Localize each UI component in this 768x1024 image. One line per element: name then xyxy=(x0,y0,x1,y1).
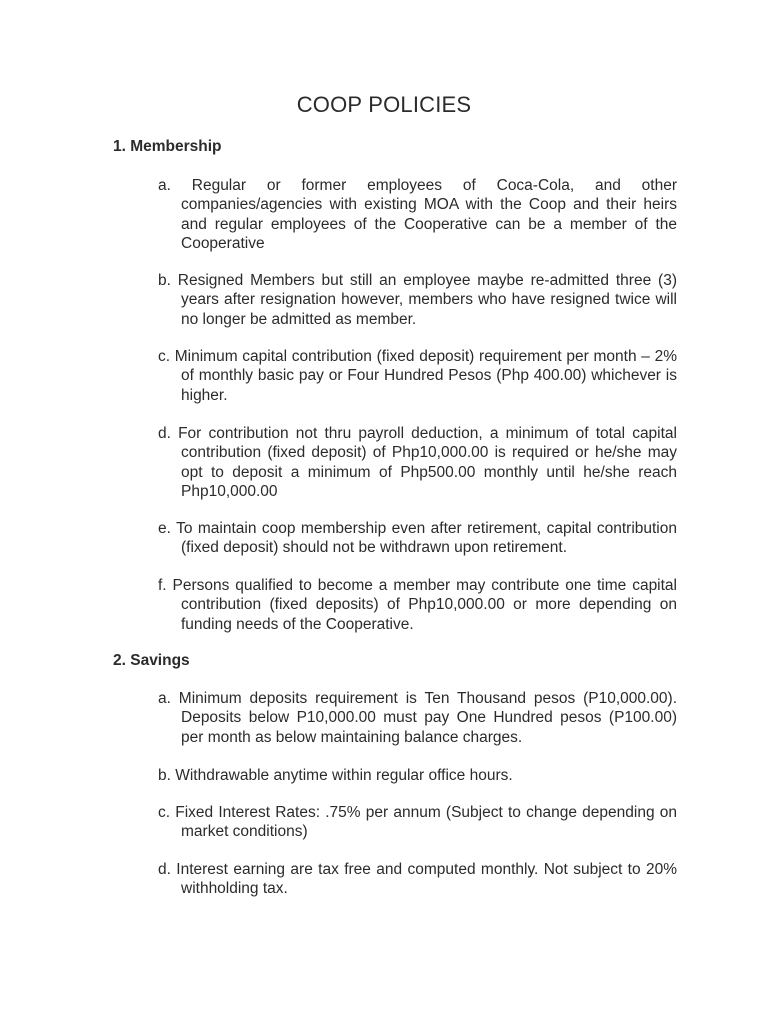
membership-item-f: f. Persons qualified to become a member may contribute one time capital contribution (fixed deposits) of Php10,000.00 or more depending on funding needs of the Cooperative. xyxy=(158,577,677,633)
membership-item-b: b. Resigned Members but still an employee maybe re-admitted three (3) years after resignation however, members who have resigned twice will no longer be admitted as member. xyxy=(158,272,677,328)
membership-item-d: d. For contribution not thru payroll deduction, a minimum of total capital contribution (fixed deposit) of Php10,000.00 is required or he/she may opt to deposit a minimum of Php500.00 monthly until he/she reach Php10,000.00 xyxy=(158,425,677,501)
membership-item-a: a. Regular or former employees of Coca-Cola, and other companies/agencies with existing MOA with the Coop and their heirs and regular employees of the Cooperative can be a member of the Cooperative xyxy=(158,177,677,253)
savings-item-b: b. Withdrawable anytime within regular office hours. xyxy=(158,767,513,784)
section-heading-savings: 2. Savings xyxy=(113,652,190,669)
savings-item-d: d. Interest earning are tax free and computed monthly. Not subject to 20% withholding tax. xyxy=(158,861,677,898)
savings-item-a: a. Minimum deposits requirement is Ten Thousand pesos (P10,000.00). Deposits below P10,000.00 must pay One Hundred pesos (P100.00) per month as below maintaining balance charges. xyxy=(158,690,677,746)
page-title: COOP POLICIES xyxy=(296,92,472,117)
membership-item-c: c. Minimum capital contribution (fixed deposit) requirement per month – 2% of monthly basic pay or Four Hundred Pesos (Php 400.00) whichever is higher. xyxy=(158,348,677,404)
savings-item-c: c. Fixed Interest Rates: .75% per annum (Subject to change depending on market conditions) xyxy=(158,804,677,841)
section-heading-membership: 1. Membership xyxy=(113,138,222,155)
membership-item-e: e. To maintain coop membership even after retirement, capital contribution (fixed deposit) should not be withdrawn upon retirement. xyxy=(158,520,677,557)
